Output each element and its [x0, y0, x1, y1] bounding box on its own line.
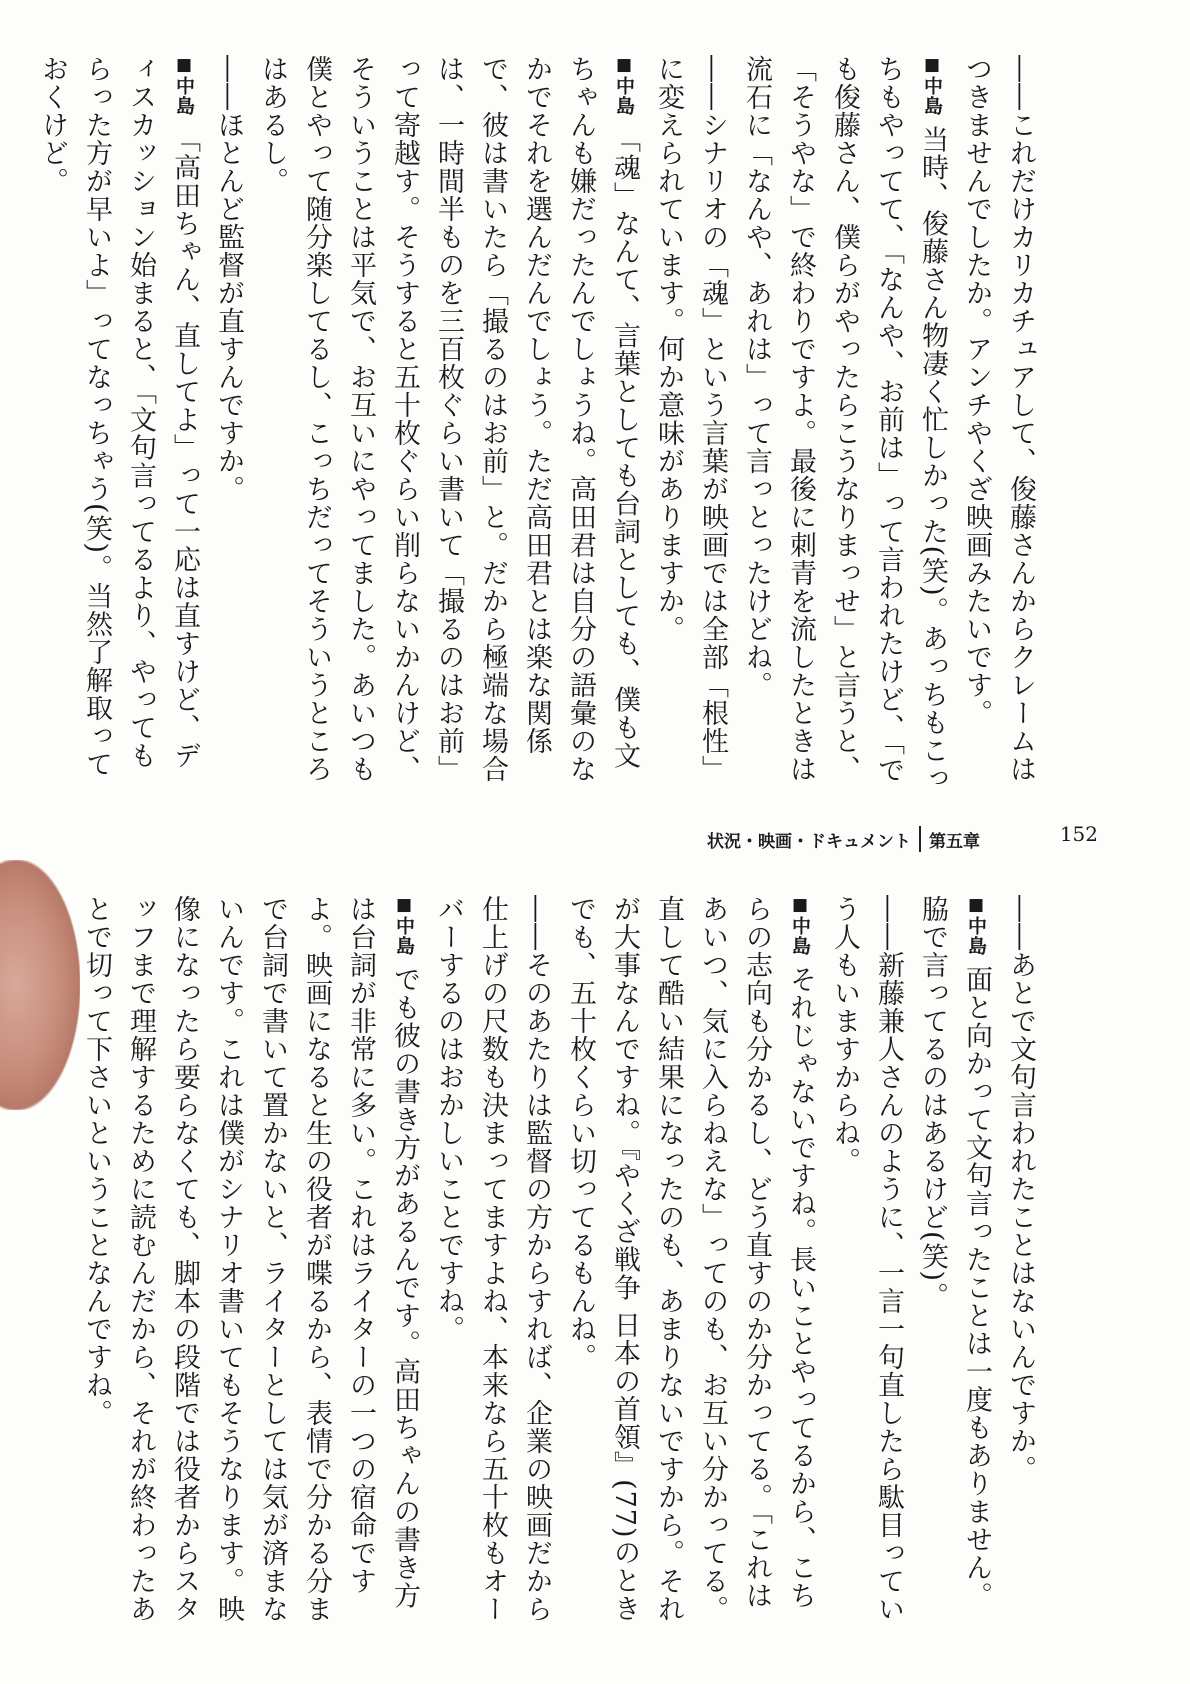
page-number: 152: [1059, 822, 1098, 846]
paragraph-text: ――そのあたりは監督の方からすれば、企業の映画だから仕上げの尺数も決まってますよね、本来なら五十枚もオーバーするのはおかしいことですね。: [433, 895, 552, 1623]
interview-answer: [734, 55, 954, 795]
bottom-text-block: [81, 895, 1042, 1635]
paragraph-text: 当時、俊藤さん物凄く忙しかった(笑)。あっちもこっちもやってて、「なんや、お前は」って言われたけど、「でも俊藤さん、僕らがやったらこうなりまっせ」と言うと、「そうやな」で終わりですよ。最後に刺青を流したときは流石に「なんや、あれは」って言っとったけどね。: [741, 55, 948, 793]
paragraph-text: ――これだけカリカチュアして、俊藤さんからクレームはつきませんでしたか。アンチやくざ映画みたいです。: [961, 55, 1036, 783]
interview-answer: [30, 55, 206, 795]
thumb-shadow: [0, 860, 80, 1110]
paragraph-text: ――新藤兼人さんのように、一言一句直したら駄目っていう人もいますからね。: [829, 895, 904, 1623]
paragraph-text: ――あとで文句言われたことはないんですか。: [1005, 895, 1036, 1483]
paragraph-text: 「高田ちゃん、直してよ」って一応は直すけど、ディスカッション始まると、「文句言ってるより、やってもらった方が早いよ」ってなっちゃう(笑)。当然了解取っておくけど。: [37, 55, 200, 779]
speaker-label: ■ 中島: [393, 895, 415, 956]
speaker-label: ■ 中島: [789, 895, 811, 956]
chapter-title: 第五章: [929, 831, 980, 852]
interview-answer: [910, 895, 998, 1635]
speaker-label: ■ 中島: [921, 55, 943, 116]
section-title: 状況・映画・ドキュメント: [707, 831, 911, 852]
interview-question: [426, 895, 558, 1635]
paragraph-text: ――ほとんど監督が直すんですか。: [213, 55, 244, 503]
speaker-label: ■ 中島: [613, 55, 635, 116]
interview-question: [646, 55, 734, 795]
speaker-label: ■ 中島: [965, 895, 987, 956]
running-header: [707, 826, 980, 852]
interview-question: [822, 895, 910, 1635]
paragraph-text: 「魂」なんて、言葉としても台詞としても、僕も文ちゃんも嫌だったんでしょうね。高田君は自分の語彙のなかでそれを選んだんでしょう。ただ高田君とは楽な関係で、彼は書いたら「撮るのはお前」と。だから極端な場合は、一時間半ものを三百枚ぐらい書いて「撮るのはお前」って寄越す。そうすると五十枚ぐらい削らないかんけど、そういうことは平気で、お互いにやってました。あいつも僕とやって随分楽してるし、こっちだってそういうところはあるし。: [257, 55, 640, 783]
interview-answer: [74, 895, 426, 1635]
interview-answer: [558, 895, 822, 1635]
top-text-block: [37, 55, 1042, 795]
paragraph-text: でも彼の書き方があるんです。高田ちゃんの書き方は台詞が非常に多い。これはライターの一つの宿命ですよ。映画になると生の役者が喋るから、表情で分かる分まで台詞で書いて置かないと、ライターとしては気が済まないんです。これは僕がシナリオ書いてもそうなります。映像になったら要らなくても、脚本の段階では役者からスタッフまで理解するために読むんだから、それが終わったあとで切って下さいということなんですね。: [81, 895, 420, 1623]
header-divider: [919, 826, 921, 852]
interview-answer: [250, 55, 646, 795]
interview-question: [998, 895, 1042, 1635]
paragraph-text: それじゃないですね。長いことやってるから、こちらの志向も分かるし、どう直すのか分かってる。「これはあいつ、気に入らねえな」ってのも、お互い分かってる。直して酷い結果になったのも、あまりないですから。それが大事なんですね。『やくざ戦争 日本の首領』(77)のときでも、五十枚くらい切ってるもんね。: [565, 895, 816, 1623]
speaker-label: ■ 中島: [173, 55, 195, 116]
paragraph-text: 面と向かって文句言ったことは一度もありません。脇で言ってるのはあるけど(笑)。: [917, 895, 992, 1610]
interview-question: [206, 55, 250, 795]
interview-question: [954, 55, 1042, 795]
paragraph-text: ――シナリオの「魂」という言葉が映画では全部「根性」に変えられています。何か意味がありますか。: [653, 55, 728, 783]
